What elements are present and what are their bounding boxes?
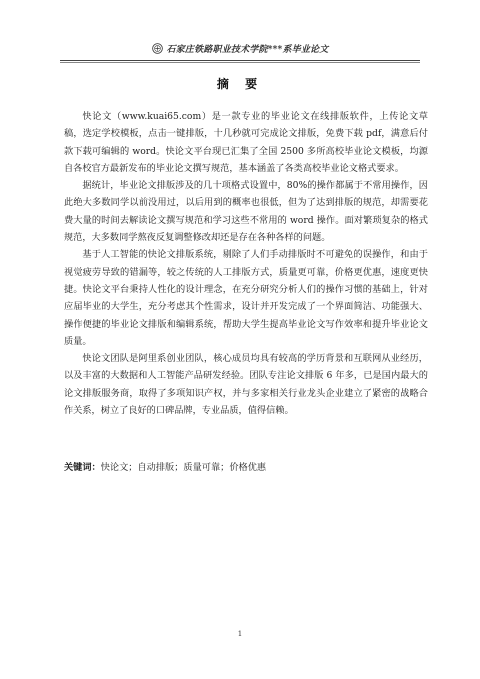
abstract-body bbox=[64, 108, 428, 419]
header-divider-thin bbox=[60, 62, 420, 63]
keywords-line bbox=[64, 460, 428, 476]
abstract-paragraph: 快论文团队是阿里系创业团队，核心成员均具有较高的学历背景和互联网从业经历，以及丰富的大数据和人工智能产品研发经验。团队专注论文排版 6 年多，已是国内最大的论文排版服务商，取得了多项知识产权，并与多家相关行业龙头企业建立了紧密的战略合作关系，树立了良好的口碑品牌，专业品质，值得信赖。 bbox=[64, 353, 428, 417]
keywords-value: 快论文；自动排版；质量可靠；价格优惠 bbox=[100, 462, 267, 473]
abstract-paragraph: 快论文（www.kuai65.com）是一款专业的毕业论文在线排版软件，上传论文草稿，选定学校模板，点击一键排版，十几秒就可完成论文排版，免费下载 pdf，满意后付款下载可编辑的 word。快论文平台现已汇集了全国 2500 多所高校毕业论文模板，均源自各校官方最新发布的毕业论文撰写规范，基本涵盖了各类高校毕业论文格式要求。 bbox=[64, 111, 428, 174]
abstract-paragraph: 据统计，毕业论文排版涉及的几十项格式设置中，80%的操作都属于不常用操作，因此绝大多数同学以前没用过，以后用到的概率也很低，但为了达到排版的规范，却需要花费大量的时间去解读论文撰写规范和学习这些不常用的 word 操作。面对繁琐复杂的格式规范，大多数同学熬夜反复调整修改却还是存在各种各样的问题。 bbox=[64, 180, 428, 244]
school-emblem-icon bbox=[152, 43, 163, 54]
abstract-paragraph: 基于人工智能的快论文排版系统，剔除了人们手动排版时不可避免的误操作，和由于视觉疲劳导致的错漏等，较之传统的人工排版方式，质量更可靠，价格更优惠，速度更快捷。快论文平台秉持人性化的设计理念，在充分研究分析人们的操作习惯的基础上，针对应届毕业的大学生，充分考虑其个性需求，设计并开发完成了一个界面简洁、功能强大、操作便捷的毕业论文排版和编辑系统，帮助大学生提高毕业论文写作效率和提升毕业论文质量。 bbox=[64, 249, 428, 347]
header-title: 石家庄铁路职业技术学院***系毕业论文 bbox=[166, 44, 329, 55]
page-number: 1 bbox=[237, 630, 243, 638]
keywords-label: 关键词： bbox=[64, 462, 101, 473]
running-header bbox=[60, 40, 420, 56]
abstract-heading: 摘 要 bbox=[216, 77, 264, 91]
header-divider bbox=[60, 60, 420, 61]
